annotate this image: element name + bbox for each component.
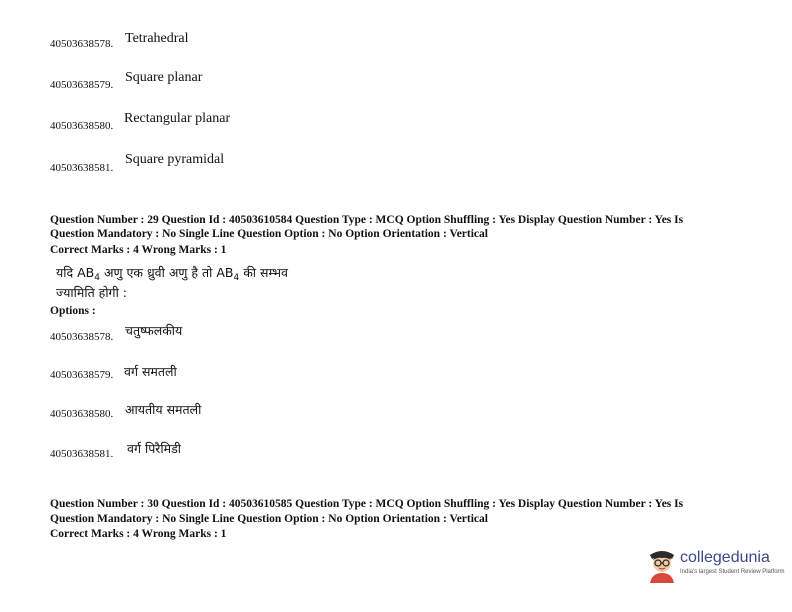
stem-part: की सम्भव	[239, 265, 288, 280]
option-id: 40503638581.	[50, 162, 114, 174]
option-id: 40503638580.	[50, 120, 114, 132]
option-id: 40503638580.	[50, 408, 114, 420]
question-header-line1: Question Number : 30 Question Id : 40503610585 Question Type : MCQ Option Shuffling : Yes Display Question Number : Yes Is	[50, 498, 684, 510]
option-id: 40503638579.	[50, 79, 114, 91]
question-stem-line2: ज्यामिति होगी :	[56, 285, 128, 300]
question-stem	[56, 264, 288, 281]
stem-part: यदि AB	[56, 265, 95, 280]
logo-name: collegedunia	[680, 549, 770, 566]
option-text: Tetrahedral	[125, 31, 189, 46]
option-text: वर्ग समतली	[124, 364, 177, 379]
question-header-line1: Question Number : 29 Question Id : 40503610584 Question Type : MCQ Option Shuffling : Yes Display Question Number : Yes Is	[50, 214, 684, 226]
option-text: Rectangular planar	[124, 111, 231, 126]
collegedunia-logo	[646, 545, 786, 585]
option-row	[50, 34, 113, 52]
option-id: 40503638579.	[50, 369, 114, 381]
question-header-line2: Question Mandatory : No Single Line Question Option : No Option Orientation : Vertical	[50, 228, 488, 240]
option-id: 40503638581.	[50, 448, 114, 460]
student-avatar-icon	[646, 545, 678, 583]
option-text: Square pyramidal	[125, 152, 225, 167]
stem-subscript: 4	[94, 273, 100, 283]
option-text: Square planar	[125, 70, 203, 85]
option-id: 40503638578.	[50, 38, 114, 50]
question-marks: Correct Marks : 4 Wrong Marks : 1	[50, 528, 227, 540]
option-text: आयतीय समतली	[125, 402, 202, 417]
options-label: Options :	[50, 305, 96, 317]
option-id: 40503638578.	[50, 331, 114, 343]
option-text: वर्ग पिरैमिडी	[127, 441, 182, 456]
logo-tagline: India's largest Student Review Platform	[680, 569, 785, 575]
option-text: चतुष्फलकीय	[125, 323, 183, 338]
stem-subscript: 4	[233, 273, 240, 283]
question-header-line2: Question Mandatory : No Single Line Question Option : No Option Orientation : Vertical	[50, 513, 488, 525]
question-marks: Correct Marks : 4 Wrong Marks : 1	[50, 244, 227, 256]
stem-part: अणु एक ध्रुवी अणु है तो AB	[99, 265, 234, 280]
